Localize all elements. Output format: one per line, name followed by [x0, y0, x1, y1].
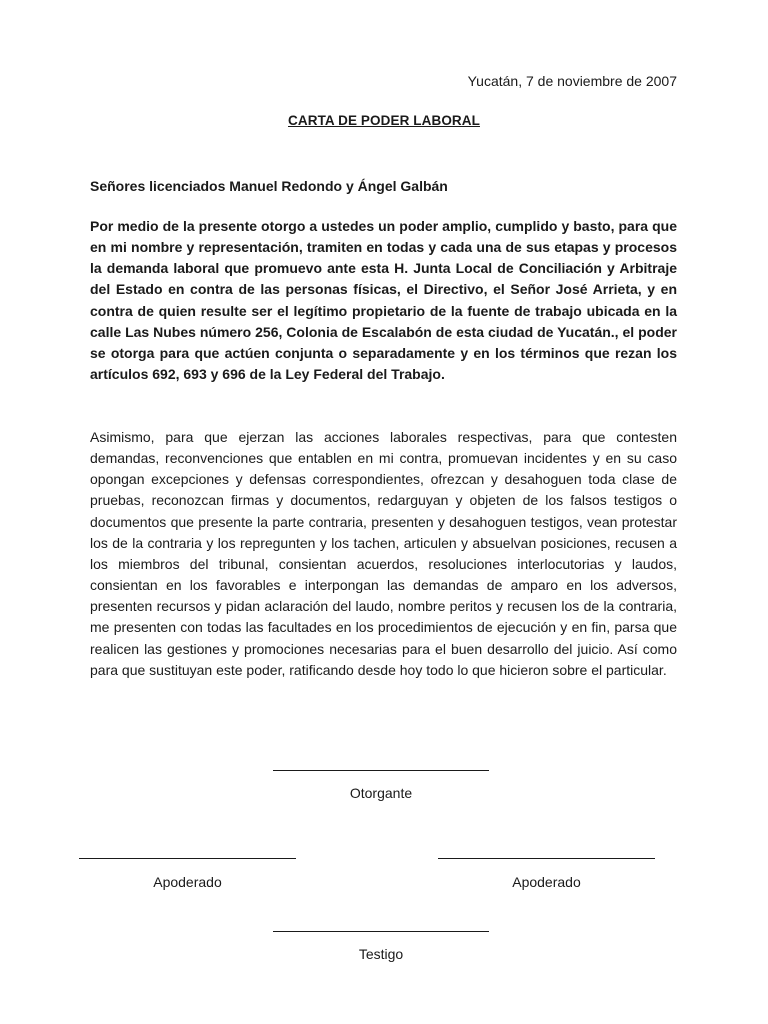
- signature-label-otorgante: Otorgante: [349, 785, 413, 801]
- document-date: Yucatán, 7 de noviembre de 2007: [467, 73, 677, 89]
- signature-line-testigo: [273, 931, 489, 932]
- document-title: CARTA DE PODER LABORAL: [288, 113, 480, 128]
- signature-label-apoderado-left: Apoderado: [153, 874, 222, 890]
- signature-label-testigo: Testigo: [358, 946, 404, 962]
- signature-label-apoderado-right: Apoderado: [512, 874, 581, 890]
- salutation: Señores licenciados Manuel Redondo y Ángel Galbán: [90, 178, 448, 194]
- paragraph-powers-detail: Asimismo, para que ejerzan las acciones laborales respectivas, para que contesten demandas, reconvenciones que entablen en mi contra, promuevan incidentes y en su caso opongan excepciones y defensas correspondientes, ofrezcan y desahoguen toda clase de pruebas, reconozcan firmas y documentos, redarguyan y objeten de los falsos testigos o documentos que presente la parte contraria, presenten y desahoguen testigos, vean protestar los de la contraria y los repregunten y los tachen, articulen y absuelvan posiciones, recusen a los miembros del tribunal, consientan acuerdos, resoluciones interlocutorias y laudos, consientan en los favorables e interpongan las demandas de amparo en los adversos, presenten recursos y pidan aclaración del laudo, nombre peritos y recusen los de la contraria, me presenten con todas las facultades en los procedimientos de ejecución y en fin, parsa que realicen las gestiones y promociones necesarias para el buen desarrollo del juicio. Así como para que sustituyan este poder, ratificando desde hoy todo lo que hicieron sobre el particular.: [90, 429, 677, 678]
- signature-line-otorgante: [273, 770, 489, 771]
- signature-line-apoderado-left: [79, 858, 296, 859]
- signature-line-apoderado-right: [438, 858, 655, 859]
- paragraph-grant-of-power: Por medio de la presente otorgo a ustedes un poder amplio, cumplido y basto, para que en mi nombre y representación, tramiten en todas y cada una de sus etapas y procesos la demanda laboral que promuevo ante esta H. Junta Local de Conciliación y Arbitraje del Estado en contra de las personas físicas, el Directivo, el Señor José Arrieta, y en contra de quien resulte ser el legítimo propietario de la fuente de trabajo ubicada en la calle Las Nubes número 256, Colonia de Escalabón de esta ciudad de Yucatán., el poder se otorga para que actúen conjunta o separadamente y en los términos que rezan los artículos 692, 693 y 696 de la Ley Federal del Trabajo.: [90, 218, 677, 383]
